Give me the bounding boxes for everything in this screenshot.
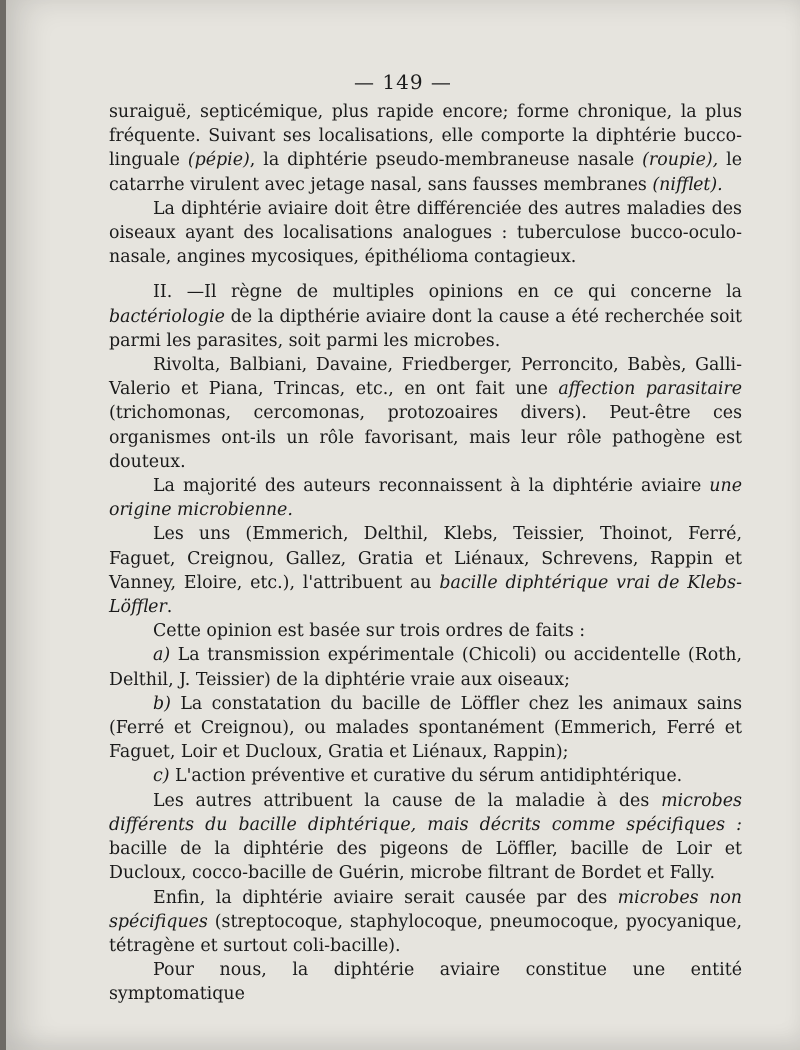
paragraph-other-microbes xyxy=(109,789,742,886)
list-item-a xyxy=(109,643,742,691)
text-run: La transmission expérimentale (Chicoli) ou accidentelle (Roth, Delthil, J. Teissier) de la diphtérie vraie aux oiseaux; xyxy=(109,645,742,690)
text-run: le catarrhe virulent avec jetage nasal, sans fausses membranes xyxy=(109,150,742,195)
text-run: bacille de la diphtérie des pigeons de Löffler, bacille de Loir et Ducloux, cocco-bacille de Guérin, microbe filtrant de Bordet et Fally. xyxy=(109,839,742,884)
section-gap xyxy=(109,269,742,280)
text-run: de la dipthérie aviaire dont la cause a été recherchée soit parmi les parasites, soit parmi les microbes. xyxy=(109,306,742,351)
italic-term-bacteriologie: bactériologie xyxy=(109,306,225,327)
text-run: , la diphtérie pseudo-membraneuse nasale xyxy=(249,150,643,171)
paragraph-klebs-loffler xyxy=(109,522,742,619)
paragraph-opinion: Cette opinion est basée sur trois ordres de faits : xyxy=(153,621,586,642)
italic-term-microbes-differents: microbes différents du bacille diphtérique, mais décrits comme spécifiques : xyxy=(109,790,742,835)
list-marker-a: a) xyxy=(153,645,171,666)
text-run: Rivolta, Balbiani, Davaine, Friedberger, Perroncito, Babès, Galli-Valerio et Piana, Trincas, etc., en ont fait une xyxy=(109,355,742,400)
text-run: II. —Il règne de multiples opinions en ce qui concerne la xyxy=(153,282,742,303)
italic-term-non-specifiques: microbes non spécifiques xyxy=(109,887,742,932)
text-run: Les uns (Emmerich, Delthil, Klebs, Teissier, Thoinot, Ferré, Faguet, Creignou, Gallez, Gratia et Liénaux, Schrevens, Rappin et Vanney, Eloire, etc.), l'attribuent au xyxy=(109,524,742,593)
text-run: (streptocoque, staphylocoque, pneumocoque, pyocyanique, tétragène et surtout coli-bacille). xyxy=(109,911,742,956)
text-run: Les autres attribuent la cause de la maladie à des xyxy=(153,790,662,811)
italic-term-roupie: (roupie), xyxy=(642,150,719,171)
italic-term-affection-parasitaire: affection parasitaire xyxy=(558,379,742,400)
italic-term-pepie: (pépie) xyxy=(187,150,250,171)
page-number: — 149 — xyxy=(354,70,452,94)
list-marker-b: b) xyxy=(153,693,171,714)
text-run: L'action préventive et curative du sérum antidiphtérique. xyxy=(169,766,683,787)
italic-term-nifflet: (nifflet). xyxy=(652,174,723,195)
page-body xyxy=(109,100,742,1007)
paragraph-differential: La diphtérie aviaire doit être différenciée des autres maladies des oiseaux ayant des localisations analogues : tuberculose bucco-oculo-nasale, angines mycosiques, épithélioma contagieux. xyxy=(109,198,742,268)
text-run: (trichomonas, cercomonas, protozoaires divers). Peut-être ces organismes ont-ils un rôle favorisant, mais leur rôle pathogène est douteux. xyxy=(109,403,742,472)
paragraph-forms xyxy=(109,100,742,197)
book-page xyxy=(6,0,800,1050)
text-run: La constatation du bacille de Löffler chez les animaux sains (Ferré et Creignou), ou malades spontanément (Emmerich, Ferré et Faguet, Loir et Ducloux, Gratia et Liénaux, Rappin); xyxy=(109,693,742,763)
paragraph-parasitic xyxy=(109,353,742,474)
paragraph-microbial xyxy=(109,474,742,522)
list-item-c xyxy=(109,764,742,788)
list-marker-c: c) xyxy=(153,766,170,787)
italic-term-origine-microbienne: une origine microbienne. xyxy=(109,476,742,521)
text-run: suraiguë, septicémique, plus rapide encore; forme chronique, la plus fréquente. Suivant ses localisations, elle comporte la diphtérie bucco-linguale xyxy=(109,102,742,171)
text-run: La majorité des auteurs reconnaissent à la diphtérie aviaire xyxy=(153,476,710,497)
text-run: . xyxy=(166,597,173,618)
paragraph-section-ii xyxy=(109,280,742,353)
italic-term-bacille-diphterique: bacille diphtérique vrai de Klebs-Löffler xyxy=(109,572,742,618)
list-item-b xyxy=(109,692,742,765)
text-run: Enfin, la diphtérie aviaire serait causée par des xyxy=(153,887,618,908)
paragraph-non-specific xyxy=(109,886,742,959)
paragraph-conclusion: Pour nous, la diphtérie aviaire constitue une entité symptomatique xyxy=(109,960,742,1005)
